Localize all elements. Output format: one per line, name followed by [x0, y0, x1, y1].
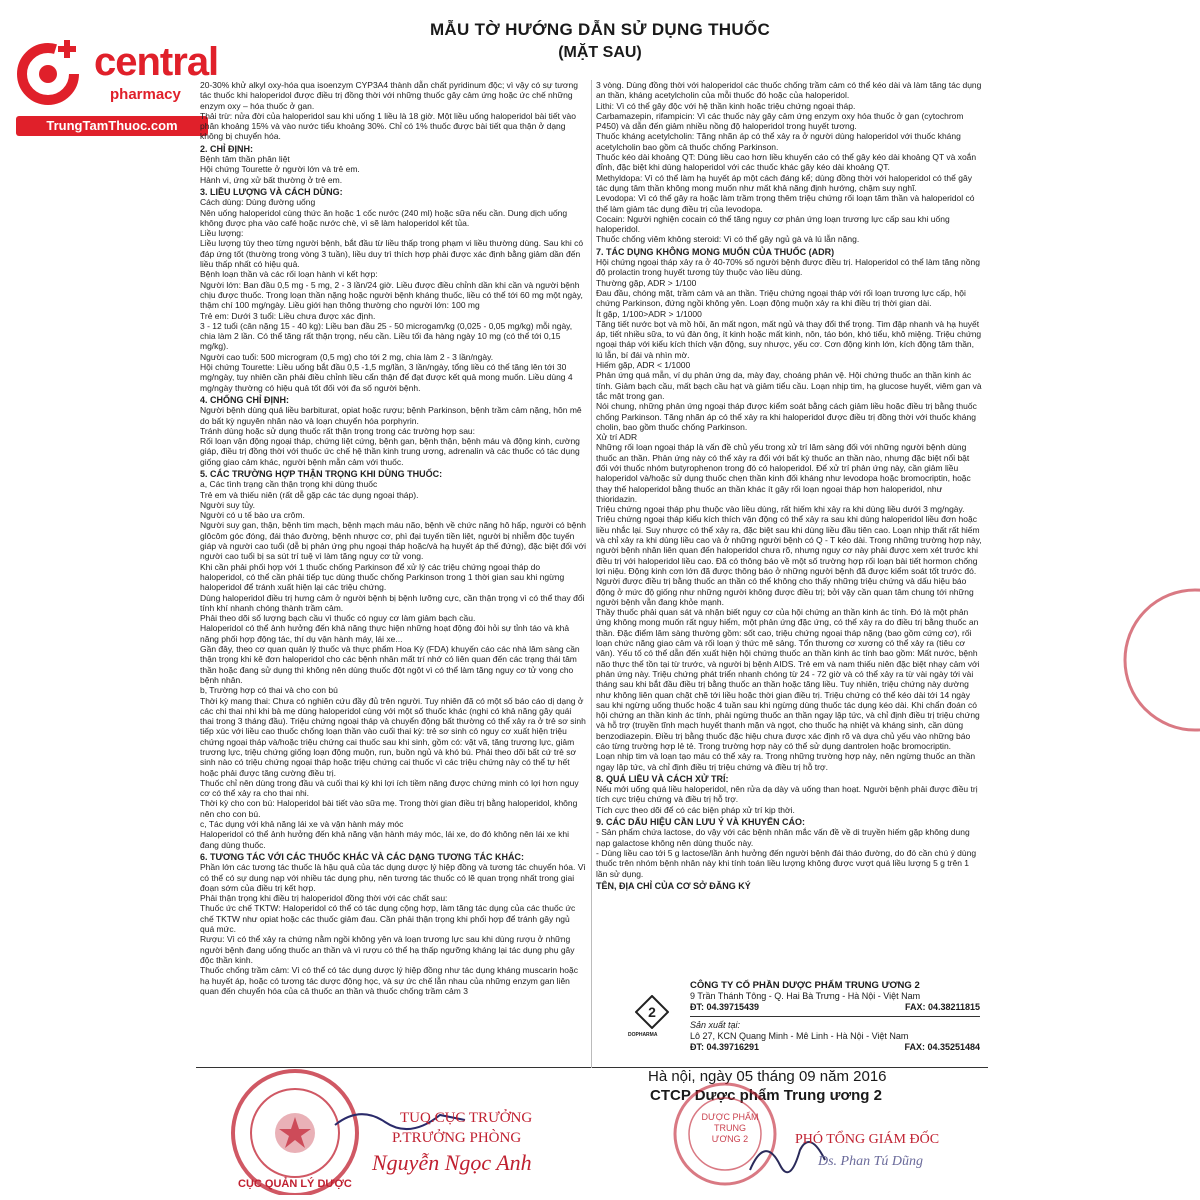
paragraph: Trẻ em và thiếu niên (rất dễ gặp các tác dụng ngoại tháp).	[200, 489, 419, 500]
paragraph: Haloperidol có thể ảnh hưởng đến khả năng vận hành máy móc, lái xe, do đó không nên lái xe khi đang dùng thuốc.	[200, 829, 569, 850]
margin-stamp-right	[1120, 560, 1200, 760]
signature-name: Ds. Phan Tú Dũng	[818, 1154, 924, 1169]
paragraph: Những rối loạn ngoại tháp là vấn đề chủ yếu trong xử trí lâm sàng đối với những người bệnh dùng thuốc an thần. Phản ứng này có thể xảy ra đối với bất kỳ thuốc an thần nào, nhưng đặc biệt nổi bật đối với thuốc nhóm butyrophenon trong đó có haloperidol. Để xử trí phản ứng này, cần giảm liều haloperidol và/hoặc sử dụng thuốc chẹn thần kinh đối kháng như levodopa hoặc bromocriptin, hoặc thay thế haloperidol bằng thuốc an thần khác ít gây rối loạn ngoại tháp hơn haloperidol, như thioridazin.	[596, 442, 971, 504]
paragraph: 20-30% khử alkyl oxy-hóa qua isoenzym CYP3A4 thành dẫn chất pyridinum độc; vì vậy có sự tương tác thuốc khi haloperidol được điều trị đồng thời với những thuốc gây cảm ứng hoặc ức chế những enzym oxy – hóa thuốc ở gan.	[200, 80, 578, 111]
section-heading: 7. TÁC DỤNG KHÔNG MONG MUỐN CỦA THUỐC (ADR)	[596, 246, 835, 257]
paragraph: Thuốc chỉ nên dùng trong đầu và cuối thai kỳ khi lợi ích tiềm năng được chứng minh có lợi hơn nguy cơ có thể xảy ra cho thai nhi.	[200, 777, 579, 799]
paragraph: Methyldopa: Vì có thể làm hạ huyết áp một cách đáng kể; dùng đồng thời với haloperidol có thể gây tác dụng tâm thần không mong muốn như mất khả năng định hướng, chậm suy nghĩ.	[596, 172, 972, 193]
company-logo-icon	[635, 995, 669, 1029]
paragraph: a, Các tình trạng cần thận trọng khi dùng thuốc	[200, 479, 378, 490]
left-column	[200, 80, 586, 996]
document-title: MẪU TỜ HƯỚNG DẪN SỬ DỤNG THUỐC	[429, 20, 771, 39]
paragraph: Hội chứng Tourette: Liều uống bắt đầu 0,5 -1,5 mg/lần, 3 lần/ngày, tổng liều có thể tăng lên tới 30 mg/ngày, tuy nhiên cần phải điều chỉnh liều cẩn thận để đạt được kết quả mong muốn. Liều dùng 4 mg/ngày thường có hiệu quả tốt đối với đa số người bệnh.	[200, 362, 573, 393]
paragraph: Thời kỳ cho con bú: Haloperidol bài tiết vào sữa mẹ. Trong thời gian điều trị bằng haloperidol, không nên cho con bú.	[200, 798, 578, 819]
section-heading: 3. LIỀU LƯỢNG VÀ CÁCH DÙNG:	[200, 186, 343, 197]
brand-url[interactable]: TrungTamThuoc.com	[16, 116, 208, 136]
paragraph: Người suy gan, thận, bệnh tim mạch, bệnh mạch máu não, bệnh về chức năng hô hấp, người có bệnh glôcôm góc đóng, đái tháo đường, bệnh nhược cơ, phì đại tuyến tiền liệt, người bị nhiễm độc tuyến giáp và người cao tuổi (dễ bị phản ứng phụ ngoại tháp hoặc/và hạ huyết áp thế đứng), đặc biệt đối với người cao tuổi bị sa sút trí tuệ vì làm tăng nguy cơ tử vong.	[200, 520, 586, 562]
paragraph: Haloperidol có thể ảnh hưởng đến khả năng thực hiện những hoạt động đòi hỏi sự tỉnh táo và khả năng phối hợp động tác, thí dụ vận hành máy, lái xe...	[200, 623, 570, 644]
section-heading: TÊN, ĐỊA CHỈ CỦA CƠ SỞ ĐĂNG KÝ	[596, 880, 751, 891]
paragraph: Xử trí ADR	[596, 432, 638, 443]
paragraph: Loạn nhịp tim và loạn tạo máu có thể xảy ra. Trong những trường hợp này, nên ngừng thuốc an thần ngay lập tức, và chỉ định điều trị triệu chứng và điều trị hỗ trợ.	[596, 751, 976, 772]
company-info	[690, 980, 980, 1053]
brand-sub: pharmacy	[110, 86, 181, 103]
svg-text:2: 2	[648, 1004, 656, 1020]
right-column	[596, 80, 982, 891]
company-divider	[690, 1016, 980, 1017]
paragraph: Trẻ em: Dưới 3 tuổi: Liều chưa được xác định.	[200, 310, 376, 321]
paragraph: Hành vi, ứng xử bất thường ở trẻ em.	[200, 174, 343, 185]
brand-name: central	[94, 40, 219, 84]
signature-role: PHÓ TỔNG GIÁM ĐỐC	[795, 1132, 940, 1147]
company-name: CÔNG TY CỔ PHẦN DƯỢC PHẨM TRUNG ƯƠNG 2	[690, 980, 920, 991]
signature-date: Hà nội, ngày 05 tháng 09 năm 2016	[648, 1068, 887, 1085]
paragraph: Bệnh loạn thần và các rối loạn hành vi kết hợp:	[200, 269, 378, 280]
company-phone: ĐT: 04.39715439	[690, 1002, 760, 1012]
paragraph: Phần lớn các tương tác thuốc là hậu quả của tác dụng dược lý hiệp đồng và tương tác chuyển hóa. Vì có thể có sự dung nạp với nhiều tác dụng phụ, nên tương tác thuốc có lẽ quan trọng nhất trong giai đoạn sớm của điều trị kết hợp.	[200, 862, 586, 893]
paragraph: Thuốc chống viêm không steroid: Vì có thể gây ngủ gà và lú lẫn nặng.	[596, 234, 860, 245]
section-heading: 8. QUÁ LIỀU VÀ CÁCH XỬ TRÍ:	[596, 773, 729, 784]
stamp-line1: TUQ.CỤC TRƯỞNG	[400, 1110, 533, 1126]
paragraph: Người lớn: Ban đầu 0,5 mg - 5 mg, 2 - 3 lần/24 giờ. Liều được điều chỉnh dần khi cần và người bệnh chịu được thuốc. Trong loạn thần nặng hoặc người bệnh kháng thuốc, liều có thể tới 60 mg một ngày, thậm chí 100 mg/ngày. Liều giới hạn thông thường cho người lớn: 100 mg	[200, 279, 583, 311]
paragraph: b, Trường hợp có thai và cho con bú	[200, 685, 338, 696]
paragraph: Levodopa: Vì có thể gây ra hoặc làm trầm trọng thêm triệu chứng rối loạn tâm thần và haloperidol có thể làm giảm tác dụng điều trị của levodopa.	[596, 193, 975, 214]
paragraph: 3 - 12 tuổi (cân nặng 15 - 40 kg): Liều ban đầu 25 - 50 microgam/kg (0,025 - 0,05 mg/kg) mỗi ngày, chia làm 2 lần. Có thể tăng rất thận trọng, nếu cần. Liều tối đa hàng ngày 10 mg (có thể tới 0,15 mg/kg).	[200, 320, 573, 352]
paragraph: Ít gặp, 1/100>ADR > 1/1000	[596, 308, 702, 319]
paragraph: Người suy tủy.	[200, 499, 256, 510]
paragraph: Phải theo dõi số lượng bạch cầu vì thuốc có nguy cơ làm giảm bạch cầu.	[200, 613, 476, 624]
paragraph: Carbamazepin, rifampicin: Vì các thuốc này gây cảm ứng enzym oxy hóa thuốc ở gan (cytochrom P450) và dẫn đến giảm nhiều nồng độ haloperidol trong huyết tương.	[596, 110, 964, 132]
company-address: 9 Trần Thánh Tông - Q. Hai Bà Trưng - Hà Nội - Việt Nam	[690, 991, 921, 1001]
column-divider	[591, 80, 592, 1068]
paragraph: Tăng tiết nước bọt và mồ hôi, ăn mất ngon, mất ngủ và thay đổi thể trọng. Tim đập nhanh và hạ huyết áp, tiết nhiều sữa, to vú đàn ông, ít kinh hoặc mất kinh, nôn, táo bón, khó tiểu, khô miệng. Triệu chứng ngoại tháp với kiểu kích thích vận động, suy nhược, yếu cơ. Cơn động kinh lớn, kích động tâm thần, lú lẫn, bí đái và nhìn mờ.	[596, 318, 982, 360]
paragraph: c, Tác dụng với khả năng lái xe và vận hành máy móc	[200, 819, 404, 830]
paragraph: Thuốc ức chế TKTW: Haloperidol có thể có tác dụng cộng hợp, làm tăng tác dụng của các thuốc ức chế TKTW như opiat hoặc các thuốc giảm đau. Cần phải thận trọng khi phối hợp để tránh gây ngủ quá mức.	[200, 903, 576, 935]
paragraph: Liều lượng:	[200, 228, 244, 239]
paragraph: - Sản phẩm chứa lactose, do vậy với các bệnh nhân mắc vấn đề về di truyền hiếm gặp không dung nạp galactose không nên dùng thuốc này.	[596, 827, 970, 848]
made-address: Lô 27, KCN Quang Minh - Mê Linh - Hà Nội - Việt Nam	[690, 1031, 909, 1041]
paragraph: Đau đầu, chóng mặt, trầm cảm và an thần. Triệu chứng ngoại tháp với rối loạn trương lực cấp, hội chứng Parkinson, đứng ngồi không yên. Loạn động muộn xảy ra khi điều trị thời gian dài.	[596, 287, 966, 309]
paragraph: Phải thận trọng khi điều trị haloperidol đồng thời với các chất sau:	[200, 893, 448, 904]
company-contact	[690, 1002, 980, 1013]
paragraph: Phản ứng quá mẫn, ví dụ phản ứng da, mày đay, choáng phản vệ. Hội chứng thuốc an thần kinh ác tính. Giảm bạch cầu, mất bạch cầu hạt và giảm tiểu cầu. Loạn nhịp tim, hạ glucose huyết, viêm gan và tắc mật trong gan.	[596, 370, 982, 401]
paragraph: Liều lượng tùy theo từng người bệnh, bắt đầu từ liều thấp trong phạm vi liều thường dùng. Sau khi có đáp ứng tốt (thường trong vòng 3 tuần), liều duy trì thích hợp phải được xác định bằng giảm dần đến liều thấp nhất có hiệu quả.	[200, 238, 584, 270]
paragraph: Thuốc kháng acetylcholin: Tăng nhãn áp có thể xảy ra ở người dùng haloperidol với thuốc kháng acetylcholin bao gồm cả thuốc chống Parkinson.	[596, 131, 961, 152]
section-heading: 9. CÁC DẤU HIỆU CẦN LƯU Ý VÀ KHUYẾN CÁO:	[596, 817, 805, 828]
made-fax: FAX: 04.35251484	[904, 1042, 980, 1052]
paragraph: Người bệnh dùng quá liều barbiturat, opiat hoặc rượu; bệnh Parkinson, bệnh trầm cảm nặng, hôn mê do bất kỳ nguyên nhân nào và loạn chuyển hóa porphyrin.	[200, 405, 582, 426]
stamp-line2: P.TRƯỞNG PHÒNG	[392, 1130, 522, 1146]
paragraph: Người có u tế bào ưa crôm.	[200, 510, 305, 521]
paragraph: Dùng haloperidol điều trị hưng cảm ở người bệnh bị bệnh lưỡng cực, cần thận trọng vì có thể thay đổi tính khí nhanh chóng thành trầm cảm.	[200, 592, 585, 613]
paragraph: Nếu mới uống quá liều haloperidol, nên rửa dạ dày và uống than hoạt. Người bệnh phải được điều trị tích cực triệu chứng và điều trị hỗ trợ.	[596, 784, 978, 805]
paragraph: Rối loạn vận động ngoại tháp, chứng liệt cứng, bệnh gan, bệnh thận, bệnh máu và động kinh, cường giáp, điều trị đồng thời với thuốc ức chế hệ thần kinh trung ương, adrenalin và các thuốc có tác dụng giống giao cảm khác, người bệnh mẫn cảm với thuốc.	[200, 436, 580, 467]
made-contact	[690, 1042, 980, 1053]
paragraph: Thải trừ: nửa đời của haloperidol sau khi uống 1 liều là 18 giờ. Một liều uống haloperidol bài tiết vào phân khoảng 15% và vào nước tiểu khoảng 30%. Chỉ có 1% thuốc được bài tiết qua thận ở dạng không bị chuyển hóa.	[200, 110, 576, 142]
paragraph: Thuốc kéo dài khoảng QT: Dùng liều cao hơn liều khuyến cáo có thể gây kéo dài khoảng QT và xoắn đỉnh, đặc biệt khi dùng haloperidol với các thuốc khác gây kéo dài khoảng QT.	[596, 152, 977, 173]
paragraph: Thầy thuốc phải quan sát và nhận biết nguy cơ của hội chứng an thần kinh ác tính. Đó là một phản ứng không mong muốn rất nguy hiểm, một phản ứng đặc ứng, có thể xảy ra do điều trị bằng thuốc an thần. Đặc điểm lâm sàng thường gồm: sốt cao, triệu chứng ngoại tháp nặng (bao gồm cứng cơ), rối loạn chức năng giao cảm và rối loạn ý thức mê sảng. Tổn thương cơ xương có thể xảy ra (tiêu cơ vân). Yếu tố có thể dẫn đến xuất hiện hội chứng thuốc an thần kinh ác tính bao gồm: Mất nước, bệnh não thực thể tồn tại từ trước, và người bị bệnh AIDS. Trẻ em và nam thiếu niên đặc biệt nhạy cảm với phản ứng này. Triệu chứng phát triển nhanh chóng từ 24 - 72 giờ và có thể xảy ra từ vài ngày tới vài tháng sau khi bắt đầu điều trị bằng thuốc an thần hoặc tăng liều. Tuy nhiên, triệu chứng này dường như không liên quan chặt chẽ tới liều hoặc thời gian điều trị. Triệu chứng có thể kéo dài tới 14 ngày sau khi ngừng uống thuốc hoặc 4 tuần sau khi ngừng dùng thuốc tác dụng kéo dài. Khi chẩn đoán có hội chứng an thần kinh ác tính, phải ngừng thuốc an thần ngay lập tức, và chỉ định điều trị triệu chứng và hỗ trợ (truyền tĩnh mạch huyết thanh mặn và ngọt, cho thuốc hạ nhiệt và kháng sinh, cần dùng benzodiazepin. Điều trị bằng thuốc đặc hiệu chưa được xác định rõ và dựa chủ yếu vào những báo cáo từng trường hợp lẻ tẻ. Trong trường hợp này có thể sử dụng dantrolen hoặc bromocriptin.	[596, 607, 980, 751]
brand-logo	[14, 34, 219, 134]
paragraph: Hội chứng Tourette ở người lớn và trẻ em.	[200, 164, 360, 175]
company-logo-text: DOPHARMA	[628, 1032, 658, 1038]
paragraph: Rượu: Vì có thể xảy ra chứng nằm ngồi không yên và loạn trương lực sau khi dùng rượu ở những người bệnh đang uống thuốc an thần và vì rượu có thể hạ thấp ngưỡng kháng lại tác dụng phụ gây độc thần kinh.	[200, 934, 575, 965]
paragraph: Thuốc chống trầm cảm: Vì có thể có tác dụng dược lý hiệp đồng như tác dụng kháng muscarin hoặc hạ huyết áp, hoặc có tương tác dược động học, và sự ức chế lẫn nhau của những enzym gan liên quan đến chuyển hóa của cả thuốc an thần và thuốc chống trầm cảm 3	[200, 965, 578, 996]
paragraph: Lithi: Vì có thể gây độc với hệ thần kinh hoặc triệu chứng ngoại tháp.	[596, 100, 856, 111]
government-seal-text: CỤC QUẢN LÝ DƯỢC	[238, 1178, 352, 1190]
paragraph: Hiếm gặp, ADR < 1/1000	[596, 360, 691, 371]
section-heading: 4. CHỐNG CHỈ ĐỊNH:	[200, 394, 290, 405]
paragraph: Nói chung, những phản ứng ngoại tháp được kiểm soát bằng cách giảm liều hoặc điều trị bằng thuốc chống Parkinson. Tăng nhãn áp có thể xảy ra khi haloperidol được điều trị đồng thời với thuốc kháng cholin, bao gồm thuốc chống Parkinson.	[596, 401, 977, 432]
paragraph: Bệnh tâm thần phân liệt	[200, 154, 290, 165]
stamp-signer-name: Nguyễn Ngọc Anh	[372, 1150, 532, 1175]
document-subtitle: (MẶT SAU)	[558, 44, 642, 61]
paragraph: Thời kỳ mang thai: Chưa có nghiên cứu đầy đủ trên người. Tuy nhiên đã có một số báo cáo dị dạng ở các chi thai nhi khi bà mẹ dùng haloperidol cùng với một số thuốc khác (nghi có khả năng gây quái thai trong 3 tháng đầu). Triệu chứng ngoại tháp và chuyển động bất thường có thể xảy ra ở trẻ sơ sinh tiếp xúc với liều cao thuốc chống loạn thần vào cuối thai kỳ: trẻ sơ sinh có nguy cơ xuất hiện triệu chứng ngoại tháp và/hoặc triệu chứng cai thuốc sau khi sinh, gồm có: vật vã, tăng trương lực, giảm trương lực, triệu chứng giống loạn động muộn, run, buồn ngủ và khó bú. Phải theo dõi bất cứ trẻ sơ sinh nào có triệu chứng ngoại tháp hoặc triệu chứng cai thuốc vì các triệu chứng này có thể tự hết hoặc phải được tăng cường điều trị.	[200, 695, 586, 778]
paragraph: - Dùng liều cao tới 5 g lactose/lần ảnh hưởng đến người bệnh đái tháo đường, do đó cần chú ý dùng thuốc trên nhóm bệnh nhân này khi tính toán liều lượng không được vượt quá liều lượng 5 g trên 1 lần sử dụng.	[596, 847, 977, 879]
paragraph: Hội chứng ngoại tháp xảy ra ở 40-70% số người bệnh được điều trị. Haloperidol có thể làm tăng nồng độ prolactin trong huyết tương tùy thuộc vào liều dùng.	[596, 257, 980, 278]
company-fax: FAX: 04.38211815	[904, 1002, 980, 1012]
paragraph: Người cao tuổi: 500 microgram (0,5 mg) cho tới 2 mg, chia làm 2 - 3 lần/ngày.	[200, 351, 494, 362]
paragraph: Tích cực theo dõi để có các biện pháp xử trí kịp thời.	[596, 804, 795, 815]
paragraph: 3 vòng. Dùng đồng thời với haloperidol các thuốc chống trầm cảm có thể kéo dài và làm tăng tác dụng an thần, kháng acetylcholin của mỗi thuốc đó hoặc của haloperidol.	[596, 80, 982, 101]
section-heading: 5. CÁC TRƯỜNG HỢP THẬN TRỌNG KHI DÙNG THUỐC:	[200, 468, 443, 479]
made-phone: ĐT: 04.39716291	[690, 1042, 760, 1052]
company-seal-text: DƯỢC PHẨM TRUNG ƯƠNG 2	[701, 1112, 759, 1144]
signature-org: CTCP Dược phẩm Trung ương 2	[650, 1087, 882, 1104]
paragraph: Cách dùng: Dùng đường uống	[200, 197, 316, 208]
made-label: Sản xuất tại:	[690, 1020, 741, 1030]
paragraph: Gần đây, theo cơ quan quản lý thuốc và thực phẩm Hoa Kỳ (FDA) khuyến cáo các nhà lâm sàng cần thận trọng khi kê đơn haloperidol cho các bệnh nhân mất trí nhớ có liên quan đến các trạng thái tâm thần hoặc đang sử dụng thì không nên dùng thuốc đột ngột vì có thể làm tăng nguy cơ tử vong cho bệnh nhân.	[200, 644, 580, 685]
paragraph: Triệu chứng ngoại tháp phụ thuộc vào liều dùng, rất hiếm khi xảy ra khi dùng liều dưới 3 mg/ngày. Triệu chứng ngoại tháp kiểu kích thích vận động có thể xảy ra sau khi dùng haloperidol liều đơn hoặc liều nhắc lại. Suy nhược có thể xảy ra, đặc biệt sau khi dùng liều đầu tiên cao. Loạn nhịp thất rất hiếm và chỉ xảy ra khi dùng liều cao và ở những người bệnh có Q - T kéo dài. Trong những trường hợp này, người bệnh nhân liên quan đến haloperidol chưa rõ, nhưng nguy cơ này phải được xem xét trước khi điều trị với haloperidol liều cao. Đã có thông báo về một số trường hợp rối loạn bài tiết hormon chống lợi niệu. Động kinh cơn lớn đã được thông báo ở những người bệnh đã được kiểm soát tốt trước đó. Người được điều trị bằng thuốc an thần có thể không cho thấy những triệu chứng và dấu hiệu báo động ở mức độ giống như những người không được điều trị; bởi vậy cần quan tâm chung tới những người bệnh vẫn đang khỏe mạnh.	[596, 504, 982, 607]
section-heading: 6. TƯƠNG TÁC VỚI CÁC THUỐC KHÁC VÀ CÁC DẠNG TƯƠNG TÁC KHÁC:	[200, 851, 524, 862]
paragraph: Thường gặp, ADR > 1/100	[596, 277, 697, 288]
section-heading: 2. CHỈ ĐỊNH:	[200, 143, 254, 154]
paragraph: Khi cần phải phối hợp với 1 thuốc chống Parkinson để xử lý các triệu chứng ngoại tháp do haloperidol, có thể cần phải tiếp tục dùng thuốc chống Parkinson trong 1 thời gian sau khi ngừng haloperidol để tránh xuất hiện lại các triệu chứng.	[200, 561, 565, 593]
paragraph: Nên uống haloperidol cùng thức ăn hoặc 1 cốc nước (240 ml) hoặc sữa nếu cần. Dung dịch uống không được pha vào café hoặc nước chè, vì sẽ làm haloperidol kết tủa.	[200, 207, 568, 228]
paragraph: Cocain: Người nghiện cocain có thể tăng nguy cơ phản ứng loạn trương lực cấp sau khi uống haloperidol.	[596, 213, 950, 235]
central-pharmacy-icon	[14, 36, 88, 110]
paragraph: Tránh dùng hoặc sử dụng thuốc rất thận trọng trong các trường hợp sau:	[200, 425, 476, 436]
